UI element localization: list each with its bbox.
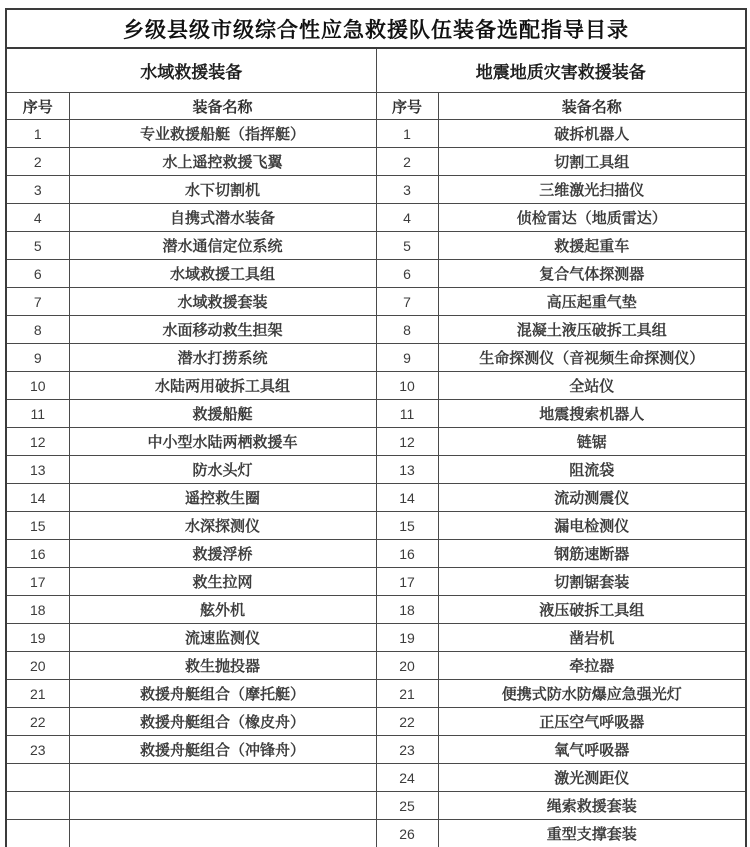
- equipment-name-cell: 救生抛投器: [69, 652, 376, 680]
- equipment-name-cell: 牵拉器: [438, 652, 746, 680]
- equipment-name-cell: 重型支撑套装: [438, 820, 746, 847]
- serial-cell: 10: [376, 372, 438, 400]
- serial-cell: 26: [376, 820, 438, 847]
- serial-cell: 1: [6, 120, 69, 148]
- serial-cell: 23: [6, 736, 69, 764]
- title-row: [6, 9, 746, 48]
- serial-cell: 5: [376, 232, 438, 260]
- serial-cell: 7: [376, 288, 438, 316]
- table-row: [6, 400, 746, 428]
- serial-cell: 1: [376, 120, 438, 148]
- serial-cell: 14: [6, 484, 69, 512]
- serial-cell: 21: [376, 680, 438, 708]
- serial-cell: 13: [6, 456, 69, 484]
- equipment-name-cell: 专业救援船艇（指挥艇）: [69, 120, 376, 148]
- serial-cell: 5: [6, 232, 69, 260]
- equipment-name-cell: 防水头灯: [69, 456, 376, 484]
- table-row: [6, 232, 746, 260]
- column-header-serial-left: 序号: [6, 93, 69, 120]
- equipment-name-cell: 流动测震仪: [438, 484, 746, 512]
- table-row: [6, 288, 746, 316]
- serial-cell: 9: [6, 344, 69, 372]
- table-row: [6, 764, 746, 792]
- section-header-water-rescue: 水域救援装备: [6, 48, 376, 93]
- serial-cell: 3: [376, 176, 438, 204]
- table-row: [6, 652, 746, 680]
- equipment-name-cell: 氧气呼吸器: [438, 736, 746, 764]
- equipment-name-cell: [69, 820, 376, 847]
- equipment-name-cell: 水下切割机: [69, 176, 376, 204]
- equipment-name-cell: 遥控救生圈: [69, 484, 376, 512]
- table-row: [6, 820, 746, 847]
- table-row: [6, 372, 746, 400]
- section-header-earthquake-rescue: 地震地质灾害救援装备: [376, 48, 746, 93]
- serial-cell: 16: [376, 540, 438, 568]
- equipment-name-cell: [69, 764, 376, 792]
- section-header-row: [6, 48, 746, 93]
- table-row: [6, 512, 746, 540]
- serial-cell: 21: [6, 680, 69, 708]
- table-row: [6, 708, 746, 736]
- equipment-name-cell: 水域救援工具组: [69, 260, 376, 288]
- table-row: [6, 204, 746, 232]
- serial-cell: 6: [376, 260, 438, 288]
- equipment-name-cell: 三维激光扫描仪: [438, 176, 746, 204]
- serial-cell: 7: [6, 288, 69, 316]
- equipment-name-cell: 救援浮桥: [69, 540, 376, 568]
- table-row: [6, 624, 746, 652]
- serial-cell: 9: [376, 344, 438, 372]
- equipment-name-cell: 自携式潜水装备: [69, 204, 376, 232]
- serial-cell: 22: [6, 708, 69, 736]
- equipment-name-cell: 舷外机: [69, 596, 376, 624]
- serial-cell: 12: [376, 428, 438, 456]
- table-row: [6, 120, 746, 148]
- equipment-name-cell: 救生拉网: [69, 568, 376, 596]
- serial-cell: 6: [6, 260, 69, 288]
- table-row: [6, 568, 746, 596]
- serial-cell: 11: [6, 400, 69, 428]
- equipment-name-cell: 阻流袋: [438, 456, 746, 484]
- equipment-name-cell: 救援舟艇组合（摩托艇）: [69, 680, 376, 708]
- equipment-name-cell: 潜水打捞系统: [69, 344, 376, 372]
- equipment-name-cell: 水上遥控救援飞翼: [69, 148, 376, 176]
- serial-cell: 18: [376, 596, 438, 624]
- equipment-name-cell: 绳索救援套装: [438, 792, 746, 820]
- serial-cell: 8: [376, 316, 438, 344]
- column-header-name-right: 装备名称: [438, 93, 746, 120]
- serial-cell: 20: [6, 652, 69, 680]
- equipment-name-cell: 链锯: [438, 428, 746, 456]
- equipment-name-cell: 潜水通信定位系统: [69, 232, 376, 260]
- equipment-name-cell: 水域救援套装: [69, 288, 376, 316]
- serial-cell: 13: [376, 456, 438, 484]
- equipment-name-cell: 救援船艇: [69, 400, 376, 428]
- equipment-name-cell: 水陆两用破拆工具组: [69, 372, 376, 400]
- table-row: [6, 456, 746, 484]
- serial-cell: 19: [376, 624, 438, 652]
- equipment-name-cell: 侦检雷达（地质雷达）: [438, 204, 746, 232]
- table-body: [6, 120, 746, 847]
- table-row: [6, 680, 746, 708]
- equipment-name-cell: 液压破拆工具组: [438, 596, 746, 624]
- serial-cell: 20: [376, 652, 438, 680]
- equipment-name-cell: 激光测距仪: [438, 764, 746, 792]
- equipment-name-cell: 全站仪: [438, 372, 746, 400]
- table-row: [6, 540, 746, 568]
- equipment-name-cell: 高压起重气垫: [438, 288, 746, 316]
- table-row: [6, 792, 746, 820]
- equipment-name-cell: 水面移动救生担架: [69, 316, 376, 344]
- serial-cell: 24: [376, 764, 438, 792]
- equipment-name-cell: 流速监测仪: [69, 624, 376, 652]
- serial-cell: 15: [376, 512, 438, 540]
- serial-cell: 4: [376, 204, 438, 232]
- table-row: [6, 344, 746, 372]
- serial-cell: 12: [6, 428, 69, 456]
- equipment-name-cell: 切割锯套装: [438, 568, 746, 596]
- serial-cell: 10: [6, 372, 69, 400]
- table-row: [6, 176, 746, 204]
- serial-cell: 14: [376, 484, 438, 512]
- serial-cell: 25: [376, 792, 438, 820]
- serial-cell: [6, 764, 69, 792]
- serial-cell: 19: [6, 624, 69, 652]
- equipment-name-cell: [69, 792, 376, 820]
- serial-cell: 4: [6, 204, 69, 232]
- column-header-serial-right: 序号: [376, 93, 438, 120]
- serial-cell: 18: [6, 596, 69, 624]
- serial-cell: 17: [376, 568, 438, 596]
- equipment-name-cell: 救援舟艇组合（橡皮舟）: [69, 708, 376, 736]
- serial-cell: 8: [6, 316, 69, 344]
- equipment-name-cell: 正压空气呼吸器: [438, 708, 746, 736]
- serial-cell: 2: [6, 148, 69, 176]
- column-header-name-left: 装备名称: [69, 93, 376, 120]
- serial-cell: [6, 792, 69, 820]
- equipment-name-cell: 混凝土液压破拆工具组: [438, 316, 746, 344]
- equipment-name-cell: 凿岩机: [438, 624, 746, 652]
- serial-cell: 22: [376, 708, 438, 736]
- equipment-name-cell: 复合气体探测器: [438, 260, 746, 288]
- equipment-name-cell: 便携式防水防爆应急强光灯: [438, 680, 746, 708]
- equipment-name-cell: 切割工具组: [438, 148, 746, 176]
- equipment-name-cell: 救援舟艇组合（冲锋舟）: [69, 736, 376, 764]
- table-row: [6, 260, 746, 288]
- page-title: 乡级县级市级综合性应急救援队伍装备选配指导目录: [6, 9, 746, 48]
- table-row: [6, 736, 746, 764]
- equipment-table: [5, 8, 747, 847]
- serial-cell: 15: [6, 512, 69, 540]
- serial-cell: 11: [376, 400, 438, 428]
- table-row: [6, 316, 746, 344]
- serial-cell: [6, 820, 69, 847]
- equipment-name-cell: 漏电检测仪: [438, 512, 746, 540]
- table-row: [6, 148, 746, 176]
- equipment-name-cell: 救援起重车: [438, 232, 746, 260]
- equipment-name-cell: 破拆机器人: [438, 120, 746, 148]
- column-header-row: [6, 93, 746, 120]
- table-row: [6, 428, 746, 456]
- serial-cell: 23: [376, 736, 438, 764]
- serial-cell: 17: [6, 568, 69, 596]
- table-row: [6, 484, 746, 512]
- equipment-name-cell: 水深探测仪: [69, 512, 376, 540]
- equipment-name-cell: 地震搜索机器人: [438, 400, 746, 428]
- serial-cell: 2: [376, 148, 438, 176]
- equipment-name-cell: 生命探测仪（音视频生命探测仪）: [438, 344, 746, 372]
- serial-cell: 3: [6, 176, 69, 204]
- serial-cell: 16: [6, 540, 69, 568]
- equipment-name-cell: 钢筋速断器: [438, 540, 746, 568]
- equipment-name-cell: 中小型水陆两栖救援车: [69, 428, 376, 456]
- table-row: [6, 596, 746, 624]
